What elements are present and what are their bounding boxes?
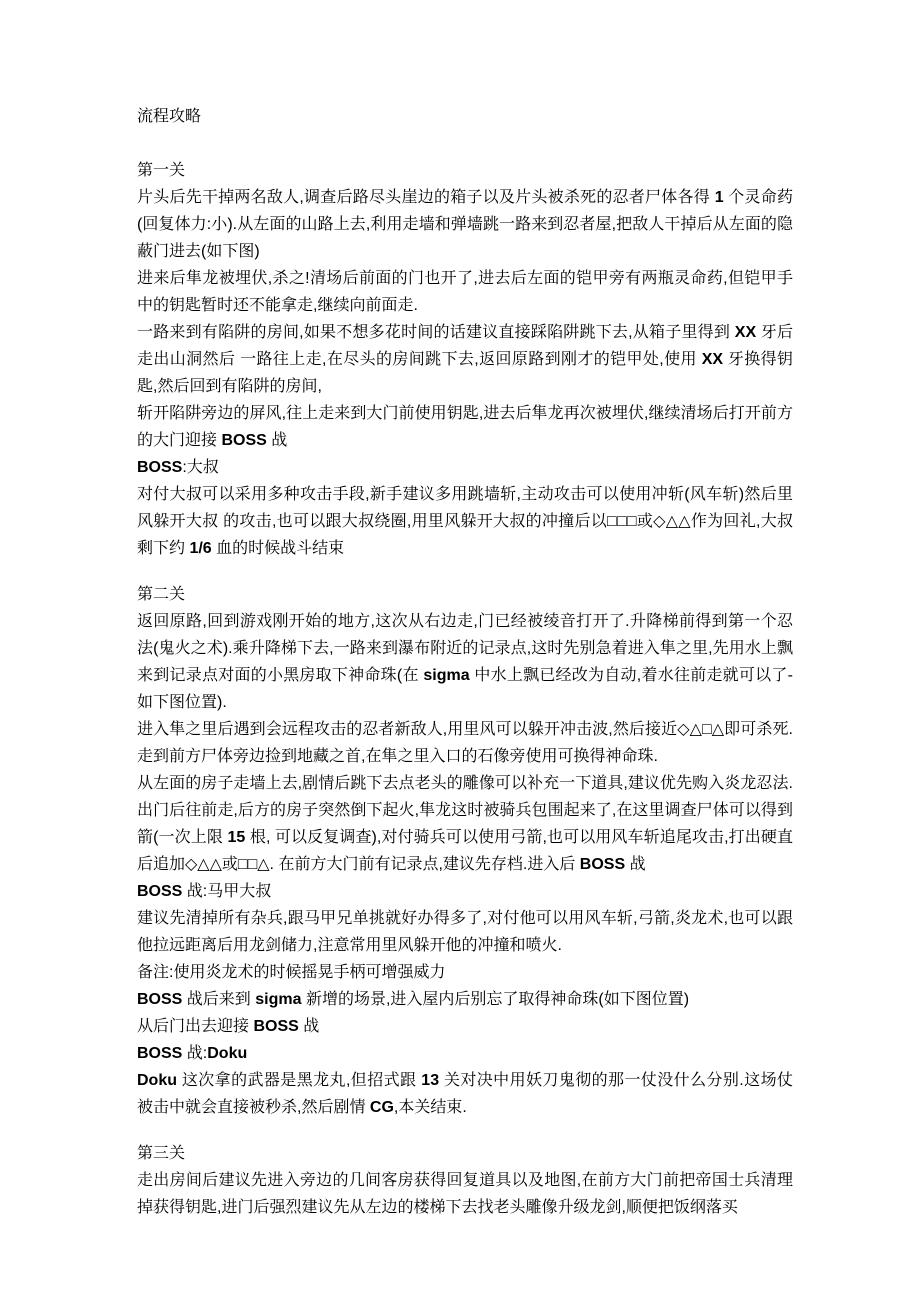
paragraph: 一路来到有陷阱的房间,如果不想多花时间的话建议直接踩陷阱跳下去,从箱子里得到 XX 牙后走出山洞然后 一路往上走,在尽头的房间跳下去,返回原路到刚才的铠甲处,使用 XX 牙换得钥匙,然后回到有陷阱的房间,	[137, 324, 793, 395]
section-heading: 第三关	[137, 1145, 186, 1162]
paragraph: BOSS:大叔	[137, 459, 219, 476]
paragraph: BOSS 战后来到 sigma 新增的场景,进入屋内后别忘了取得神命珠(如下图位置)	[137, 991, 690, 1008]
section-1	[137, 157, 793, 562]
section-3	[137, 1140, 793, 1221]
document-title: 流程攻略	[137, 108, 202, 125]
paragraph: 对付大叔可以采用多种攻击手段,新手建议多用跳墙斩,主动攻击可以使用冲斩(风车斩)然后里风躲开大叔 的攻击,也可以跟大叔绕圈,用里风躲开大叔的冲撞后以□□□或◇△△作为回礼,大叔剩下约 1/6 血的时候战斗结束	[137, 486, 793, 557]
paragraph: 走出房间后建议先进入旁边的几间客房获得回复道具以及地图,在前方大门前把帝国士兵清理掉获得钥匙,进门后强烈建议先从左边的楼梯下去找老头雕像升级龙剑,顺便把饭纲落买	[137, 1172, 793, 1216]
paragraph: 从左面的房子走墙上去,剧情后跳下去点老头的雕像可以补充一下道具,建议优先购入炎龙忍法.出门后往前走,后方的房子突然倒下起火,隼龙这时被骑兵包围起来了,在这里调查尸体可以得到箭(一次上限 15 根, 可以反复调查),对付骑兵可以使用弓箭,也可以用风车斩追尾攻击,打出硬直后追加◇△△或□□△. 在前方大门前有记录点,建议先存档.进入后 BOSS 战	[137, 775, 793, 873]
paragraph: BOSS 战:马甲大叔	[137, 883, 272, 900]
paragraph: 从后门出去迎接 BOSS 战	[137, 1018, 320, 1035]
paragraph: 备注:使用炎龙术的时候摇晃手柄可增强威力	[137, 964, 446, 981]
section-2	[137, 581, 793, 1121]
paragraph: 斩开陷阱旁边的屏风,往上走来到大门前使用钥匙,进去后隼龙再次被埋伏,继续清场后打开前方的大门迎接 BOSS 战	[137, 405, 793, 449]
section-heading: 第二关	[137, 586, 186, 603]
paragraph: 片头后先干掉两名敌人,调查后路尽头崖边的箱子以及片头被杀死的忍者尸体各得 1 个灵命药(回复体力:小).从左面的山路上去,利用走墙和弹墙跳一路来到忍者屋,把敌人干掉后从左面的隐蔽门进去(如下图)	[137, 189, 793, 260]
paragraph: Doku 这次拿的武器是黑龙丸,但招式跟 13 关对决中用妖刀鬼彻的那一仗没什么分别.这场仗被击中就会直接被秒杀,然后剧情 CG,本关结束.	[137, 1072, 793, 1116]
paragraph: 进来后隼龙被埋伏,杀之!清场后前面的门也开了,进去后左面的铠甲旁有两瓶灵命药,但铠甲手中的钥匙暂时还不能拿走,继续向前面走.	[137, 270, 793, 314]
paragraph: BOSS 战:Doku	[137, 1045, 248, 1062]
paragraph: 建议先清掉所有杂兵,跟马甲兄单挑就好办得多了,对付他可以用风车斩,弓箭,炎龙术,也可以跟他拉远距离后用龙剑储力,注意常用里风躲开他的冲撞和喷火.	[137, 910, 793, 954]
document-sections	[137, 157, 793, 1221]
section-heading: 第一关	[137, 162, 186, 179]
paragraph: 返回原路,回到游戏刚开始的地方,这次从右边走,门已经被绫音打开了.升降梯前得到第一个忍法(鬼火之术).乘升降梯下去,一路来到瀑布附近的记录点,这时先别急着进入隼之里,先用水上飘来到记录点对面的小黑房取下神命珠(在 sigma 中水上飘已经改为自动,着水往前走就可以了-如下图位置).	[137, 613, 793, 711]
paragraph: 进入隼之里后遇到会远程攻击的忍者新敌人,用里风可以躲开冲击波,然后接近◇△□△即可杀死.走到前方尸体旁边捡到地藏之首,在隼之里入口的石像旁使用可换得神命珠.	[137, 721, 793, 765]
